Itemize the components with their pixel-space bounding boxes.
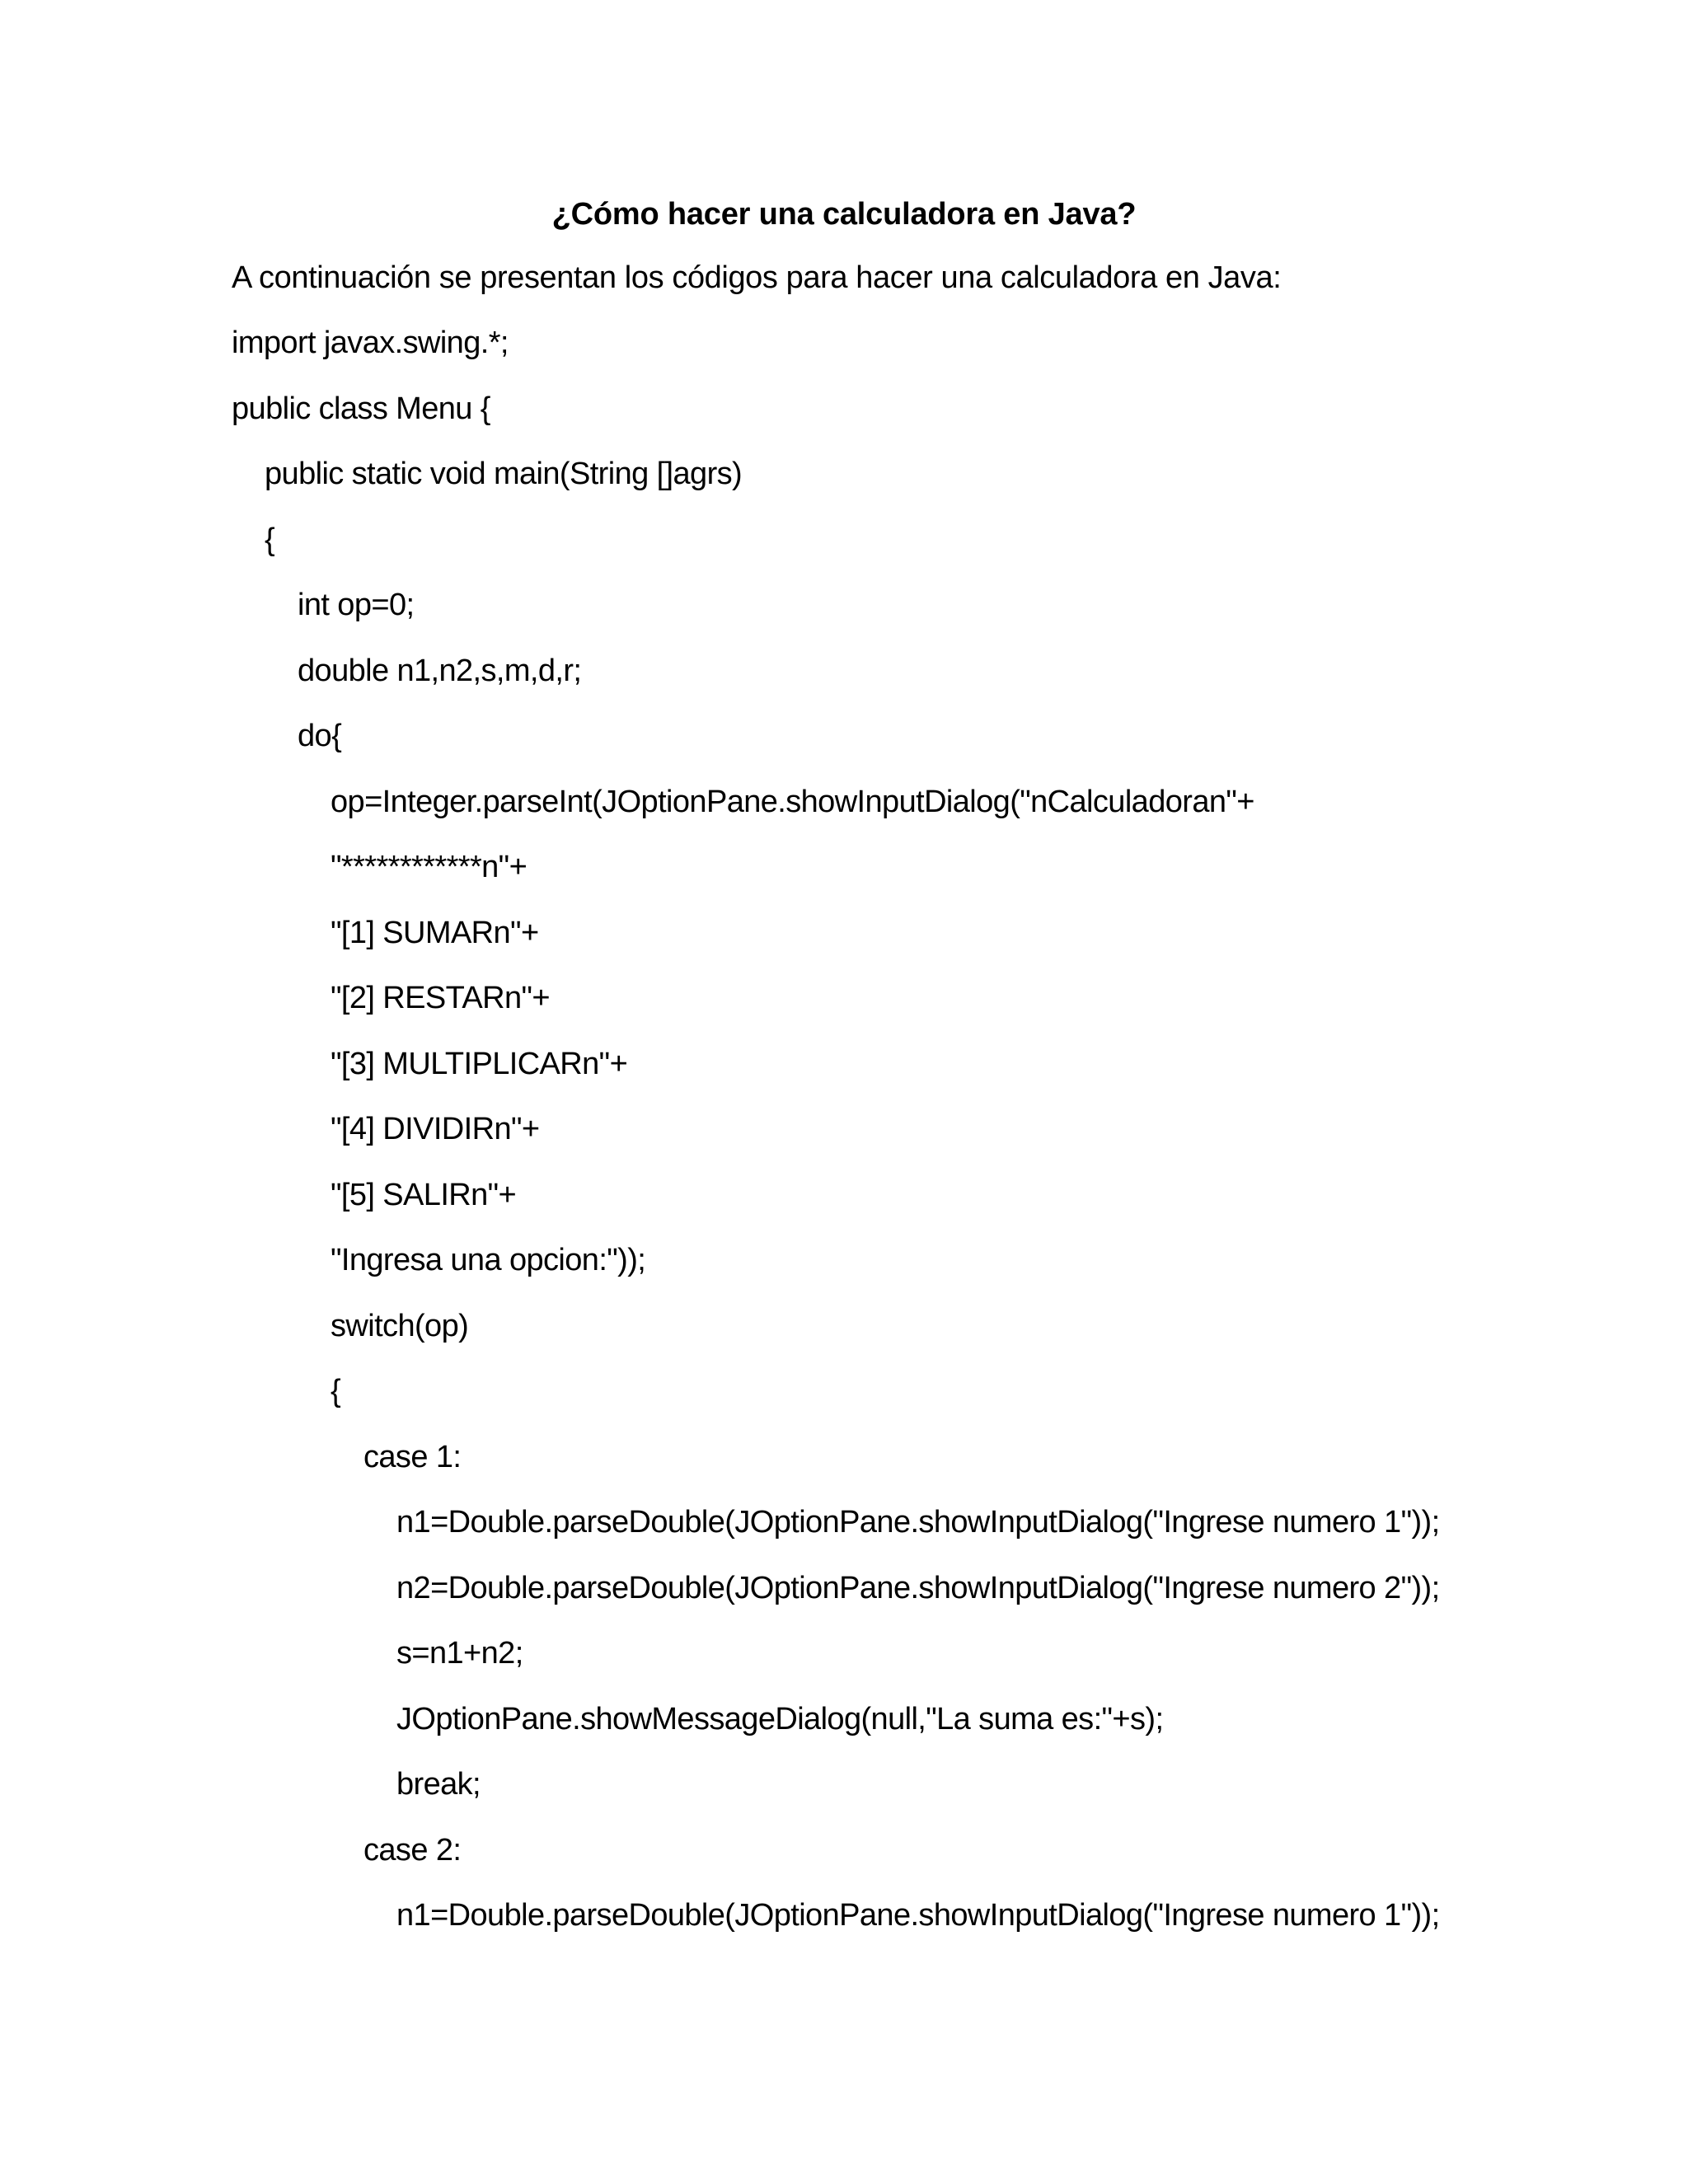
code-line: public static void main(String []agrs) bbox=[265, 457, 743, 491]
code-line: "Ingresa una opcion:")); bbox=[331, 1243, 646, 1277]
document-title: ¿Cómo hacer una calculadora en Java? bbox=[551, 197, 1137, 232]
code-line: n1=Double.parseDouble(JOptionPane.showInputDialog("Ingrese numero 1")); bbox=[396, 1505, 1440, 1540]
code-line: n1=Double.parseDouble(JOptionPane.showInputDialog("Ingrese numero 1")); bbox=[396, 1898, 1440, 1933]
code-line: switch(op) bbox=[331, 1308, 469, 1343]
code-line: n2=Double.parseDouble(JOptionPane.showInputDialog("Ingrese numero 2")); bbox=[396, 1570, 1440, 1605]
code-line: op=Integer.parseInt(JOptionPane.showInputDialog("nCalculadoran"+ bbox=[331, 784, 1254, 819]
code-line: case 2: bbox=[363, 1832, 462, 1868]
code-line: { bbox=[265, 522, 275, 557]
code-line: double n1,n2,s,m,d,r; bbox=[298, 653, 582, 688]
code-line: "[2] RESTARn"+ bbox=[331, 981, 551, 1015]
code-line: "[1] SUMARn"+ bbox=[331, 915, 539, 950]
code-line: "[5] SALIRn"+ bbox=[331, 1177, 517, 1212]
code-line: JOptionPane.showMessageDialog(null,"La suma es:"+s); bbox=[396, 1701, 1164, 1736]
code-line: public class Menu { bbox=[232, 391, 490, 426]
code-line: "[3] MULTIPLICARn"+ bbox=[331, 1046, 628, 1081]
code-line: do{ bbox=[298, 719, 342, 753]
intro-paragraph: A continuación se presentan los códigos para hacer una calculadora en Java: bbox=[232, 260, 1282, 295]
code-line: int op=0; bbox=[298, 588, 415, 622]
code-line: s=n1+n2; bbox=[396, 1636, 523, 1671]
code-line: import javax.swing.*; bbox=[232, 326, 509, 360]
code-line: case 1: bbox=[363, 1439, 462, 1474]
code-line: "[4] DIVIDIRn"+ bbox=[331, 1112, 540, 1146]
code-line: "************n"+ bbox=[331, 850, 528, 884]
code-line: { bbox=[331, 1374, 341, 1408]
code-block bbox=[232, 320, 1440, 1958]
code-line: break; bbox=[396, 1767, 481, 1802]
